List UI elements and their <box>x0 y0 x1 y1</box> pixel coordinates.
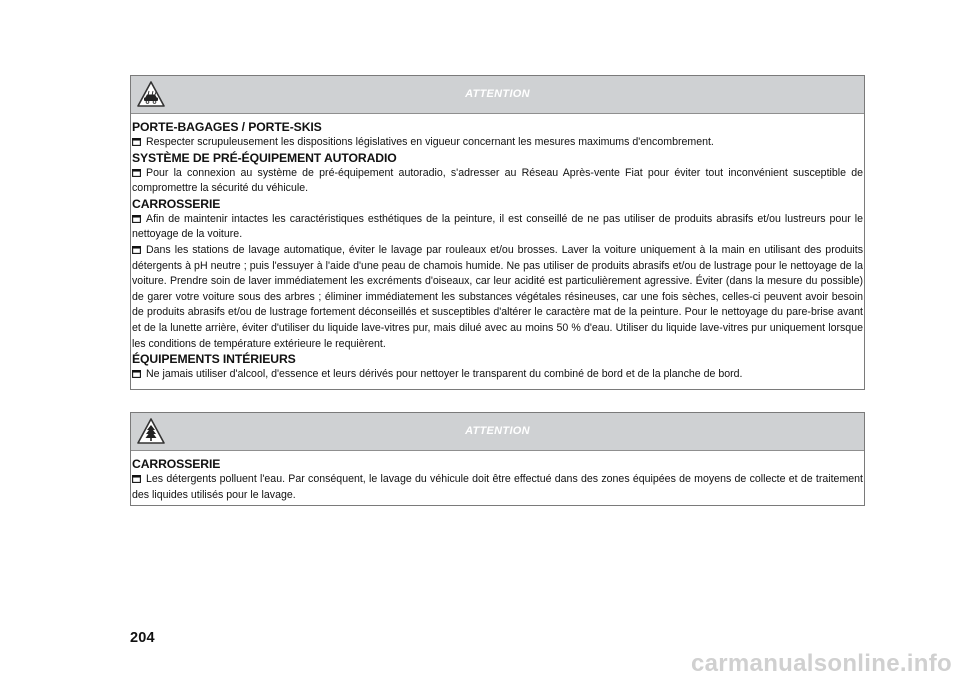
paragraph-text: Respecter scrupuleusement les dispositions législatives en vigueur concernant les mesures maximums d'encombrement. <box>146 136 714 148</box>
paragraph <box>132 472 863 503</box>
page-number: 204 <box>130 630 155 646</box>
section-title: SYSTÈME DE PRÉ-ÉQUIPEMENT AUTORADIO <box>132 150 397 165</box>
watermark: carmanualsonline.info <box>690 650 952 677</box>
warning-box-title: ATTENTION <box>465 88 530 100</box>
paragraph <box>132 135 863 151</box>
warning-box-header <box>131 76 864 114</box>
warning-box-title: ATTENTION <box>465 425 530 437</box>
paragraph-text: Afin de maintenir intactes les caractéristiques esthétiques de la peinture, il est conseillé de ne pas utiliser de produits abrasifs et/ou lustreurs pour le nettoyage de la voiture. <box>132 212 863 241</box>
warning-box-car-care <box>130 75 865 390</box>
bullet-icon <box>132 475 141 483</box>
paragraph-text: Ne jamais utiliser d'alcool, d'essence et leurs dérivés pour nettoyer le transparent du combiné de bord et de la planche de bord. <box>146 368 743 381</box>
bullet-icon <box>132 370 141 378</box>
bullet-icon <box>132 246 141 254</box>
bullet-icon <box>132 215 141 223</box>
bullet-icon <box>132 169 141 177</box>
paragraph <box>132 243 863 352</box>
section-title: PORTE-BAGAGES / PORTE-SKIS <box>132 120 322 134</box>
paragraph <box>132 212 863 243</box>
warning-box-environment <box>130 412 865 506</box>
bullet-icon <box>132 138 141 146</box>
paragraph-text: Les détergents polluent l'eau. Par conséquent, le lavage du véhicule doit être effectué dans des zones équipées de moyens de collecte et de traitement des liquides utilisés pour le lavage. <box>132 473 863 501</box>
paragraph <box>132 166 863 197</box>
section-title: CARROSSERIE <box>132 457 221 471</box>
section-title: CARROSSERIE <box>132 196 221 211</box>
warning-box-body <box>131 114 864 383</box>
paragraph-text: Dans les stations de lavage automatique, éviter le lavage par rouleaux et/ou brosses. Laver la voiture uniquement à la main en utilisant des produits détergents à pH neutre ; puis l'essuyer à l'aide d'une peau de chamois humide. Ne pas utiliser de produits abrasifs et/ou de lustrage pour le nettoyage de la voiture. Prendre soin de laver immédiatement les excréments d'oiseaux, car leur acidité est particulièrement agressive. Éviter (dans la mesure du possible) de garer votre voiture sous des arbres ; éliminer immédiatement les substances végétales résineuses, car une fois sèches, celles-ci peuvent avoir besoin de produits abrasifs et/ou de lustrage fortement déconseillés et susceptibles d'altérer le caractère mat de la peinture. Pour le nettoyage du pare-brise avant et de la lunette arrière, éviter d'utiliser du liquide lave-vitres pur, mais dilué avec au moins 50 % d'eau. Utiliser du liquide lave-vitres pur uniquement lorsque les conditions de température extérieure le requièrent. <box>132 243 863 350</box>
warning-box-header <box>131 413 864 451</box>
paragraph <box>132 367 863 383</box>
paragraph-text: Pour la connexion au système de pré-équipement autoradio, s'adresser au Réseau Après-vente Fiat pour éviter tout inconvénient susceptible de compromettre la sécurité du véhicule. <box>132 166 863 195</box>
warning-box-body <box>131 451 864 503</box>
section-title: ÉQUIPEMENTS INTÉRIEURS <box>132 352 296 367</box>
